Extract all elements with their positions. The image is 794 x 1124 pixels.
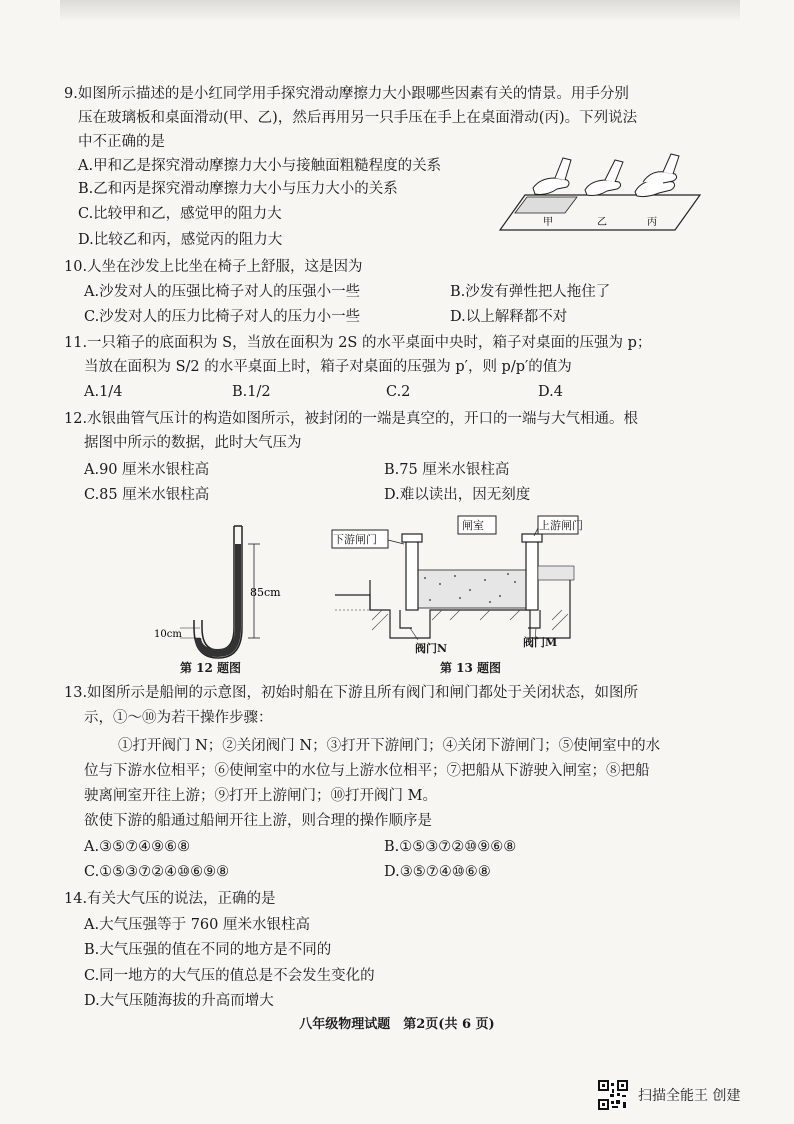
- q12-stem-line2: 据图中所示的数据，此时大气压为: [84, 435, 302, 451]
- q12-caption: 第 12 题图: [180, 661, 242, 675]
- q12-option-a: A.90 厘米水银柱高: [84, 462, 210, 478]
- q13-option-c: C.①⑤③⑦②④⑩⑥⑨⑧: [84, 864, 230, 880]
- scanner-text: 扫描全能王 创建: [638, 1088, 741, 1104]
- q11-option-a: A.1/4: [84, 384, 123, 400]
- q10-option-d: D.以上解释都不对: [450, 309, 568, 325]
- q14-option-d: D.大气压随海拔的升高而增大: [84, 993, 274, 1009]
- q9-stem-line2: 压在玻璃板和桌面滑动(甲、乙)，然后再用另一只手压在手上在桌面滑动(丙)。下列说法: [78, 110, 638, 126]
- q11-option-b: B.1/2: [232, 384, 271, 400]
- page-footer: 八年级物理试题 第2页(共 6 页): [299, 1017, 495, 1032]
- q10-stem: 10.人坐在沙发上比坐在椅子上舒服，这是因为: [64, 259, 363, 275]
- q12-label-85cm: 85cm: [250, 586, 281, 599]
- qr-code-icon: [598, 1080, 628, 1110]
- q13-label-upstream-gate: 上游闸门: [539, 519, 583, 532]
- q13-steps-line3: 驶离闸室开往上游；⑨打开上游闸门；⑩打开阀门 M。: [84, 788, 437, 804]
- q13-caption: 第 13 题图: [440, 661, 502, 675]
- q14-option-a: A.大气压强等于 760 厘米水银柱高: [84, 917, 310, 933]
- q13-label-lock-chamber: 闸室: [462, 519, 484, 532]
- q13-label-downstream-gate: 下游闸门: [333, 533, 377, 546]
- q11-stem-line2: 当放在面积为 S/2 的水平桌面上时，箱子对桌面的压强为 p′，则 p/p′的值为: [84, 359, 572, 375]
- q9-option-c: C.比较甲和乙，感觉甲的阻力大: [78, 206, 282, 222]
- q9-option-a: A.甲和乙是探究滑动摩擦力大小与接触面粗糙程度的关系: [78, 158, 442, 174]
- q9-label-bing: 丙: [647, 217, 657, 228]
- scanner-watermark: [598, 1080, 740, 1110]
- q13-stem-line2: 示，①～⑩为若干操作步骤：: [84, 710, 273, 726]
- q13-option-a: A.③⑤⑦④⑨⑥⑧: [84, 839, 191, 855]
- q11-stem-line1: 11.一只箱子的底面积为 S，当放在面积为 2S 的水平桌面中央时，箱子对桌面的压强为 p；: [64, 335, 652, 351]
- q12-option-d: D.难以读出，因无刻度: [384, 487, 531, 503]
- q12-label-10cm: 10cm: [154, 629, 182, 640]
- q12-barometer-figure: [150, 520, 290, 665]
- q13-label-valve-m: 阀门M: [523, 636, 558, 649]
- q13-question: 欲使下游的船通过船闸开往上游，则合理的操作顺序是: [84, 813, 432, 829]
- q13-option-d: D.③⑤⑦④⑩⑥⑧: [384, 864, 491, 880]
- q9-stem-line3: 中不正确的是: [78, 134, 165, 150]
- q12-stem-line1: 12.水银曲管气压计的构造如图所示，被封闭的一端是真空的，开口的一端与大气相通。根: [64, 411, 639, 427]
- q9-label-jia: 甲: [543, 217, 553, 228]
- q9-option-d: D.比较乙和丙，感觉丙的阻力大: [78, 232, 283, 248]
- q10-option-c: C.沙发对人的压力比椅子对人的压力小一些: [84, 309, 361, 325]
- scan-top-shadow: [60, 0, 740, 22]
- q13-option-b: B.①⑤③⑦②⑩⑨⑥⑧: [384, 839, 517, 855]
- q9-option-b: B.乙和丙是探究滑动摩擦力大小与压力大小的关系: [78, 181, 398, 197]
- q12-option-b: B.75 厘米水银柱高: [384, 462, 510, 478]
- q14-stem: 14.有关大气压的说法，正确的是: [64, 891, 276, 907]
- q13-steps-line1: ①打开阀门 N；②关闭阀门 N；③打开下游闸门；④关闭下游闸门；⑤使闸室中的水: [118, 738, 661, 754]
- q14-option-c: C.同一地方的大气压的值总是不会发生变化的: [84, 968, 375, 984]
- q14-option-b: B.大气压强的值在不同的地方是不同的: [84, 942, 332, 958]
- q11-option-c: C.2: [386, 384, 411, 400]
- q9-label-yi: 乙: [597, 217, 607, 228]
- q9-stem-line1: 9.如图所示描述的是小红同学用手探究滑动摩擦力大小跟哪些因素有关的情景。用手分别: [64, 86, 629, 102]
- q10-option-a: A.沙发对人的压强比椅子对人的压强小一些: [84, 284, 361, 300]
- q11-option-d: D.4: [538, 384, 563, 400]
- q13-stem-line1: 13.如图所示是船闸的示意图，初始时船在下游且所有阀门和闸门都处于关闭状态，如图所: [64, 685, 639, 701]
- q9-friction-figure: [495, 150, 705, 235]
- q13-steps-line2: 位与下游水位相平；⑥使闸室中的水位与上游水位相平；⑦把船从下游驶入闸室；⑧把船: [84, 763, 650, 779]
- q13-label-valve-n: 阀门N: [415, 642, 448, 655]
- q10-option-b: B.沙发有弹性把人拖住了: [450, 284, 611, 300]
- q12-option-c: C.85 厘米水银柱高: [84, 487, 210, 503]
